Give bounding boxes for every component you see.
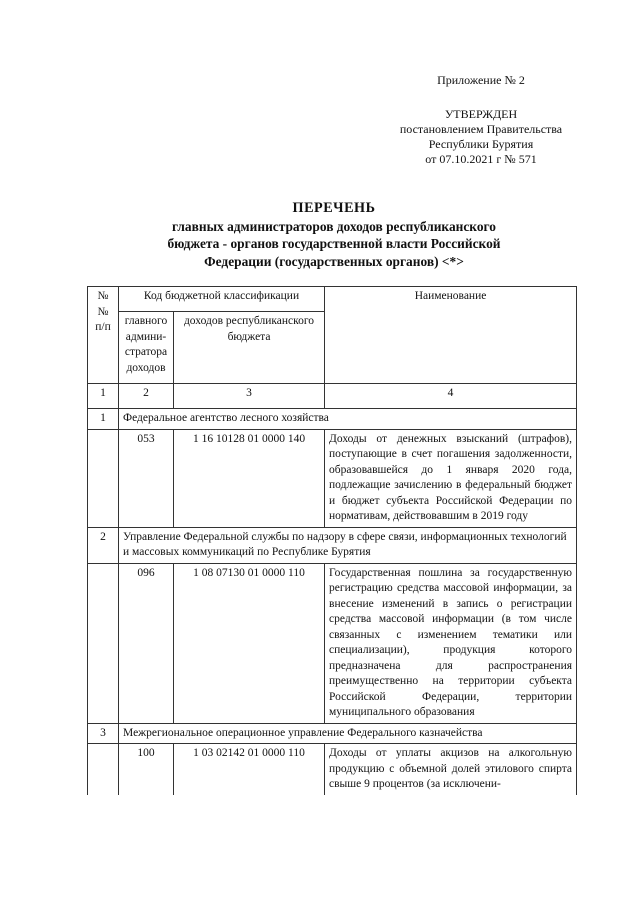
table-row (88, 429, 577, 527)
budget-code: 1 03 02142 01 0000 110 (174, 744, 325, 795)
col-number-4: 4 (325, 384, 577, 409)
section-row (88, 409, 577, 430)
admin-code: 096 (119, 563, 174, 723)
col-number-1: 1 (88, 384, 119, 409)
admin-code: 053 (119, 429, 174, 527)
section-num: 3 (88, 723, 119, 744)
section-title: Управление Федеральной службы по надзору в сфере связи, информационных технологий и массовых коммуникаций по Республике Бурятия (119, 527, 577, 563)
budget-code: 1 08 07130 01 0000 110 (174, 563, 325, 723)
admin-code: 100 (119, 744, 174, 795)
section-num: 2 (88, 527, 119, 563)
revenue-administrators-table (87, 286, 577, 795)
approval-stamp (386, 73, 576, 167)
section-row (88, 723, 577, 744)
appendix-number: Приложение № 2 (437, 73, 525, 87)
approval-line-1: постановлением Правительства (399, 122, 563, 136)
table-row (88, 744, 577, 795)
table-row (88, 563, 577, 723)
title-line-2: бюджета - органов государственной власти Российской (167, 236, 501, 251)
revenue-name: Доходы от денежных взысканий (штрафов), поступающие в счет погашения задолженности, образовавшейся до 1 января 2020 года, подлежащие зачислению в федеральный бюджет и бюджет субъекта Российской Федерации по нормативам, действовавшим в 2019 году (325, 429, 577, 527)
budget-code: 1 16 10128 01 0000 140 (174, 429, 325, 527)
header-income: доходов республиканского бюджета (174, 312, 325, 384)
header-code-group: Код бюджетной классификации (119, 287, 325, 312)
header-num: № № п/п (88, 287, 119, 384)
header-name: Наименование (325, 287, 577, 384)
section-title: Федеральное агентство лесного хозяйства (119, 409, 577, 430)
revenue-name: Государственная пошлина за государственную регистрацию средства массовой информации, за внесение изменений в запись о регистрации средства массовой информации (в том числе связанных с изменением тематики или специализации), продукция которого предназначена для распространения преимущественно на территории субъекта Российской Федерации, территории муниципального образования (325, 563, 577, 723)
title-line-1: главных администраторов доходов республиканского (172, 218, 496, 234)
approval-line-2: Республики Бурятия (428, 137, 534, 151)
approval-line-3: от 07.10.2021 г № 571 (425, 152, 537, 166)
row-num-empty (88, 429, 119, 527)
title-line-3: Федерации (государственных органов) <*> (204, 253, 464, 269)
approved-label: УТВЕРЖДЕН (444, 107, 518, 121)
row-num-empty (88, 744, 119, 795)
title-main: ПЕРЕЧЕНЬ (292, 200, 376, 216)
section-row (88, 527, 577, 563)
document-title (100, 200, 568, 270)
section-num: 1 (88, 409, 119, 430)
col-number-3: 3 (174, 384, 325, 409)
header-admin: главного админи- стратора доходов (119, 312, 174, 384)
col-number-2: 2 (119, 384, 174, 409)
section-title: Межрегиональное операционное управление Федерального казначейства (119, 723, 577, 744)
row-num-empty (88, 563, 119, 723)
revenue-name: Доходы от уплаты акцизов на алкогольную продукцию с объемной долей этилового спирта свыше 9 процентов (за исключени- (325, 744, 577, 795)
